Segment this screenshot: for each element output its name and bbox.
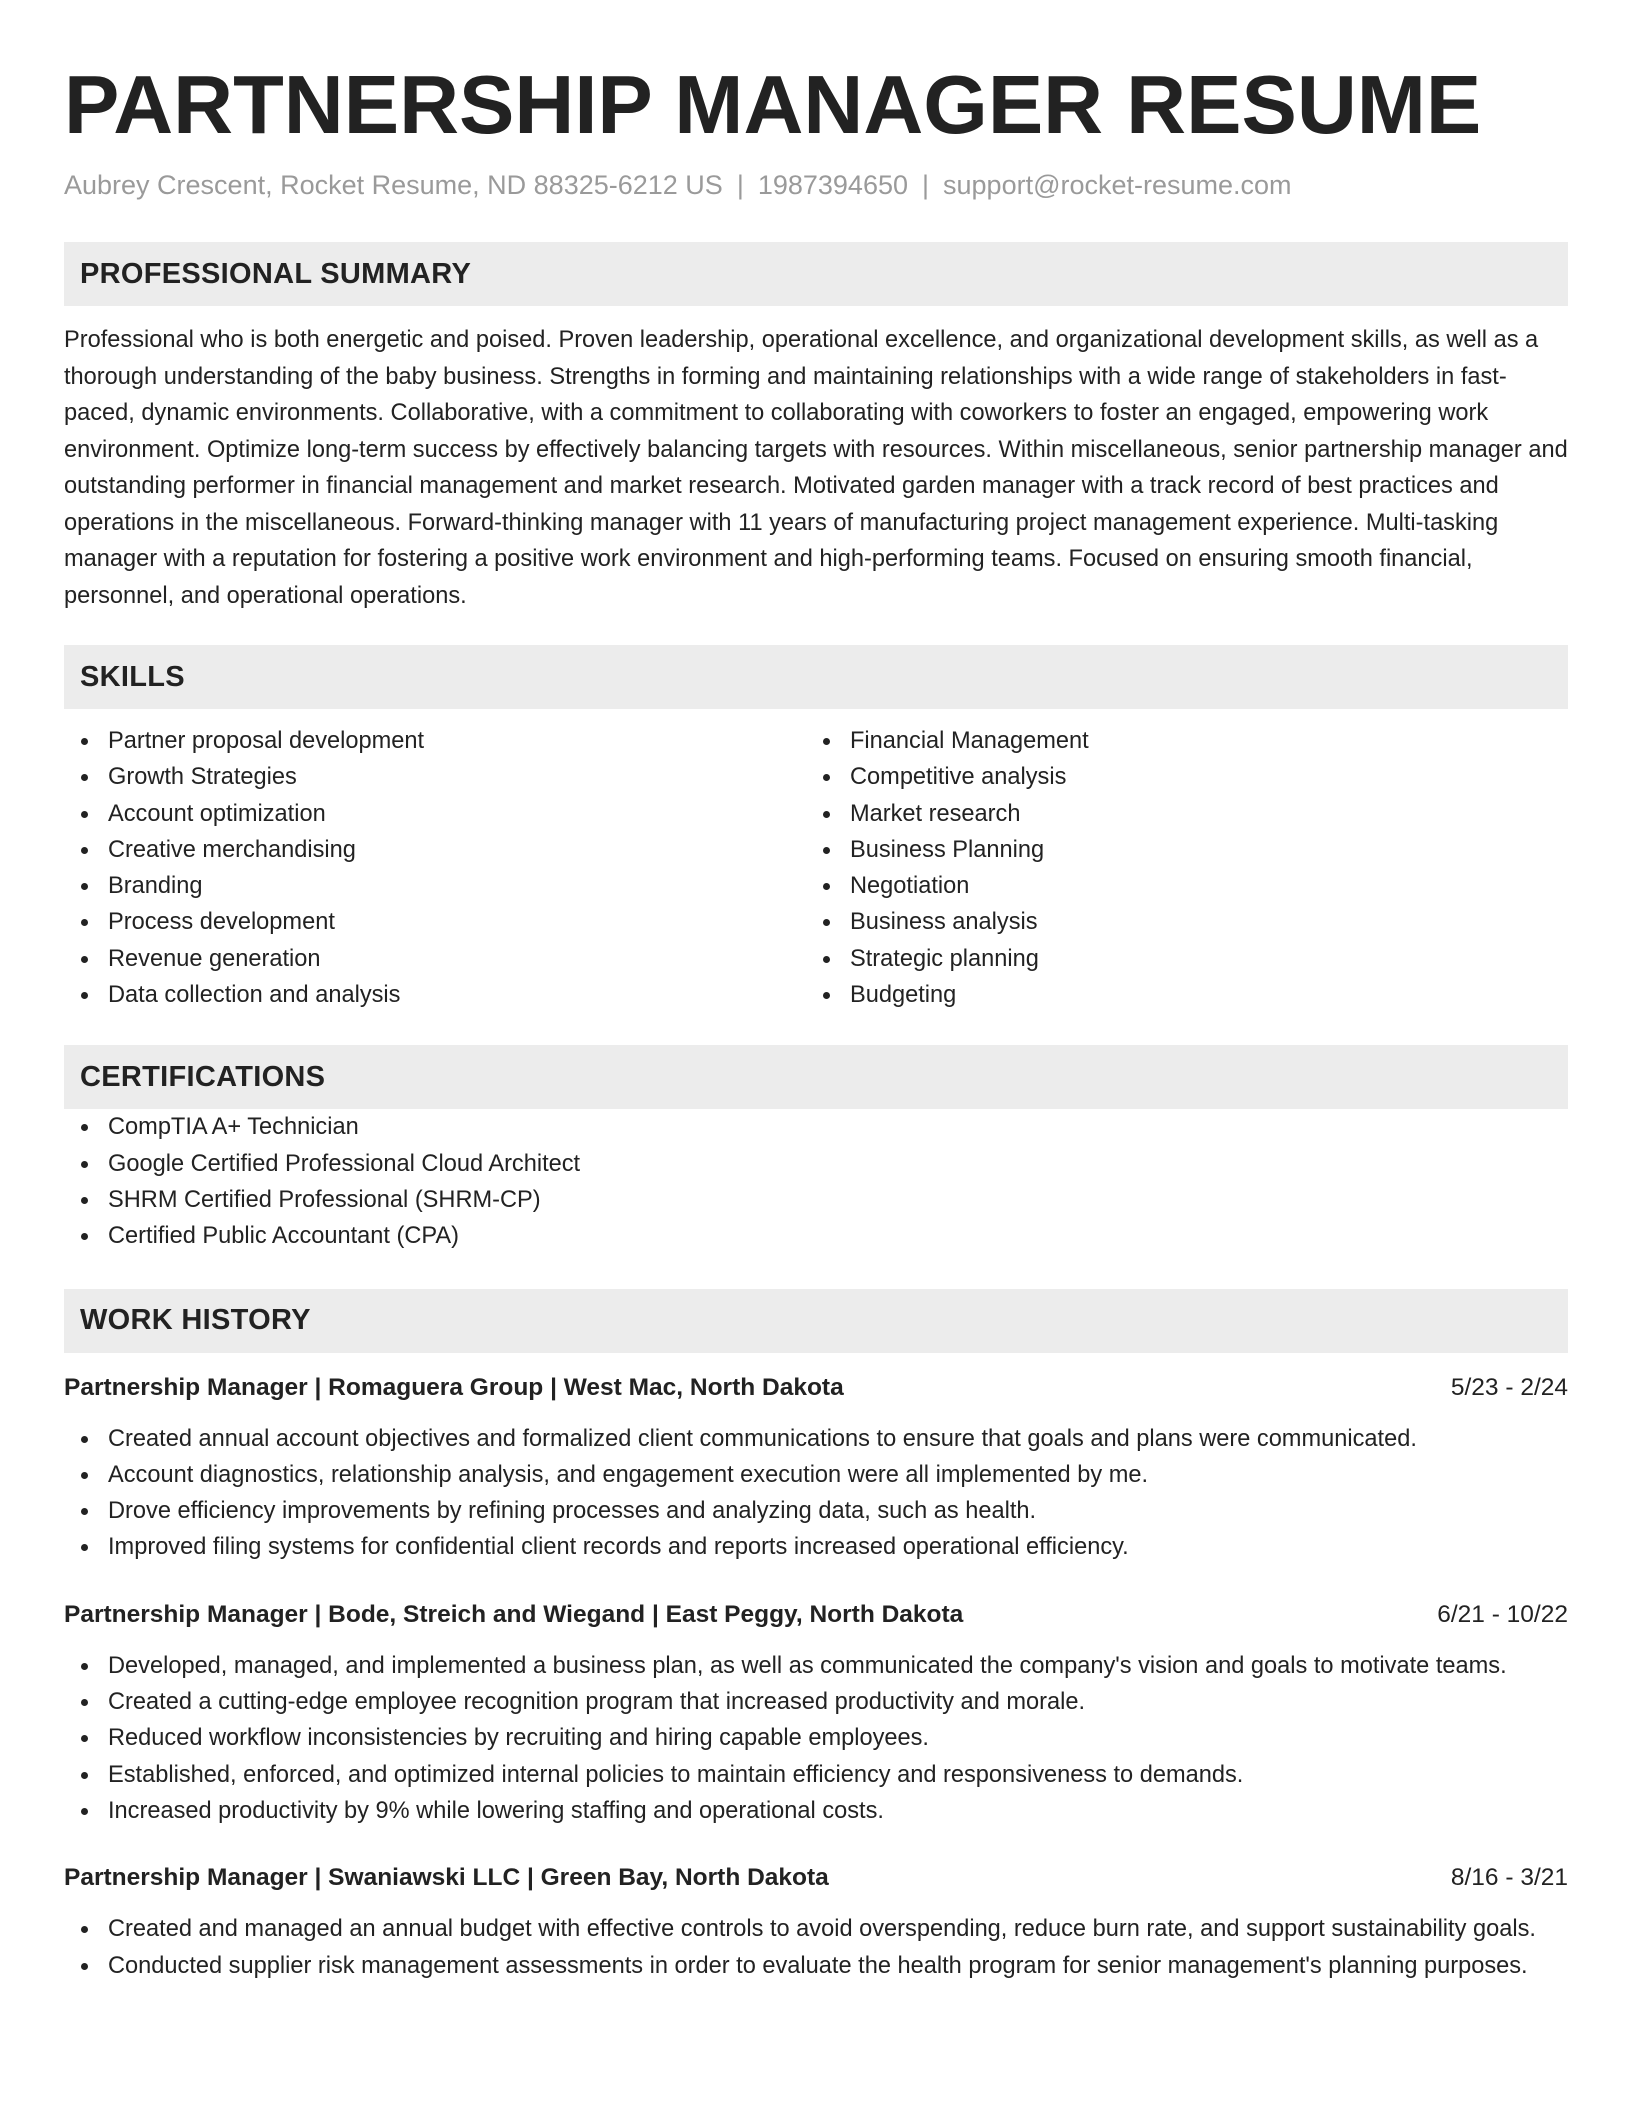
list-item: Increased productivity by 9% while lowering staffing and operational costs. xyxy=(64,1793,1568,1829)
list-item: Conducted supplier risk management assessments in order to evaluate the health program for senior management's planning purposes. xyxy=(64,1948,1568,1984)
list-item: Established, enforced, and optimized internal policies to maintain efficiency and responsiveness to demands. xyxy=(64,1757,1568,1793)
list-item: Created and managed an annual budget with effective controls to avoid overspending, reduce burn rate, and support sustainability goals. xyxy=(64,1911,1568,1947)
job-bullets xyxy=(64,1648,1568,1829)
list-item: Business Planning xyxy=(806,832,1548,868)
list-item: Created annual account objectives and formalized client communications to ensure that goals and plans were communicated. xyxy=(64,1421,1568,1457)
list-item: Certified Public Accountant (CPA) xyxy=(64,1218,1568,1254)
contact-phone: 1987394650 xyxy=(757,170,908,200)
job-header xyxy=(64,1371,1568,1405)
list-item: Revenue generation xyxy=(64,941,806,977)
job-bullets xyxy=(64,1421,1568,1566)
resume-title: PARTNERSHIP MANAGER RESUME xyxy=(64,58,1482,151)
job-entry xyxy=(64,1371,1568,1566)
job-header xyxy=(64,1861,1568,1895)
certifications-list xyxy=(64,1109,1568,1254)
list-item: Partner proposal development xyxy=(64,723,806,759)
contact-separator: | xyxy=(922,170,930,200)
list-item: Budgeting xyxy=(806,977,1548,1013)
job-dates: 8/16 - 3/21 xyxy=(1450,1864,1568,1892)
list-item: Market research xyxy=(806,796,1548,832)
list-item: Improved filing systems for confidential client records and reports increased operational efficiency. xyxy=(64,1529,1568,1565)
list-item: Process development xyxy=(64,904,806,940)
job-header xyxy=(64,1598,1568,1632)
list-item: Reduced workflow inconsistencies by recruiting and hiring capable employees. xyxy=(64,1720,1568,1756)
summary-text: Professional who is both energetic and poised. Proven leadership, operational excellence, and organizational development skills, as well as a thorough understanding of the baby business. Strengths in forming and maintaining relationships with a wide range of stakeholders in fast-paced, dynamic environments. Collaborative, with a commitment to collaborating with coworkers to foster an engaged, empowering work environment. Optimize long-term success by effectively balancing targets with resources. Within miscellaneous, senior partnership manager and outstanding performer in financial management and market research. Motivated garden manager with a track record of best practices and operations in the miscellaneous. Forward-thinking manager with 11 years of manufacturing project management experience. Multi-tasking manager with a reputation for fostering a positive work environment and high-performing teams. Focused on ensuring smooth financial, personnel, and operational operations. xyxy=(64,327,1568,609)
list-item: Drove efficiency improvements by refining processes and analyzing data, such as health. xyxy=(64,1493,1568,1529)
list-item: Google Certified Professional Cloud Architect xyxy=(64,1146,1568,1182)
list-item: CompTIA A+ Technician xyxy=(64,1109,1568,1145)
section-header-certifications: CERTIFICATIONS xyxy=(64,1045,1568,1109)
section-header-skills: SKILLS xyxy=(64,645,1568,709)
list-item: Account optimization xyxy=(64,796,806,832)
list-item: Created a cutting-edge employee recognition program that increased productivity and morale. xyxy=(64,1684,1568,1720)
contact-email: support@rocket-resume.com xyxy=(943,170,1292,200)
skills-list-left xyxy=(64,723,806,1013)
list-item: Competitive analysis xyxy=(806,759,1548,795)
section-header-work-history: WORK HISTORY xyxy=(64,1289,1568,1353)
section-header-summary: PROFESSIONAL SUMMARY xyxy=(64,242,1568,306)
list-item: Negotiation xyxy=(806,868,1548,904)
skills-column-left xyxy=(64,723,806,1013)
list-item: Financial Management xyxy=(806,723,1548,759)
job-title: Partnership Manager | Romaguera Group | West Mac, North Dakota xyxy=(64,1373,844,1401)
list-item: Growth Strategies xyxy=(64,759,806,795)
contact-line xyxy=(64,168,1568,202)
list-item: Developed, managed, and implemented a business plan, as well as communicated the company's vision and goals to motivate teams. xyxy=(64,1648,1568,1684)
skills-column-right xyxy=(806,723,1548,1013)
list-item: Business analysis xyxy=(806,904,1548,940)
job-title: Partnership Manager | Swaniawski LLC | Green Bay, North Dakota xyxy=(64,1864,829,1892)
skills-grid xyxy=(64,723,1568,1013)
job-entry xyxy=(64,1598,1568,1829)
list-item: Branding xyxy=(64,868,806,904)
job-dates: 6/21 - 10/22 xyxy=(1437,1600,1568,1628)
list-item: Strategic planning xyxy=(806,941,1548,977)
job-title: Partnership Manager | Bode, Streich and Wiegand | East Peggy, North Dakota xyxy=(64,1600,964,1628)
job-dates: 5/23 - 2/24 xyxy=(1450,1373,1568,1401)
list-item: Data collection and analysis xyxy=(64,977,806,1013)
list-item: Account diagnostics, relationship analysis, and engagement execution were all implemented by me. xyxy=(64,1457,1568,1493)
job-bullets xyxy=(64,1911,1568,1984)
list-item: SHRM Certified Professional (SHRM-CP) xyxy=(64,1182,1568,1218)
job-entry xyxy=(64,1861,1568,1984)
skills-list-right xyxy=(806,723,1548,1013)
list-item: Creative merchandising xyxy=(64,832,806,868)
contact-separator: | xyxy=(736,170,744,200)
contact-address: Aubrey Crescent, Rocket Resume, ND 88325-6212 US xyxy=(64,170,723,200)
work-history-list xyxy=(64,1371,1568,1984)
